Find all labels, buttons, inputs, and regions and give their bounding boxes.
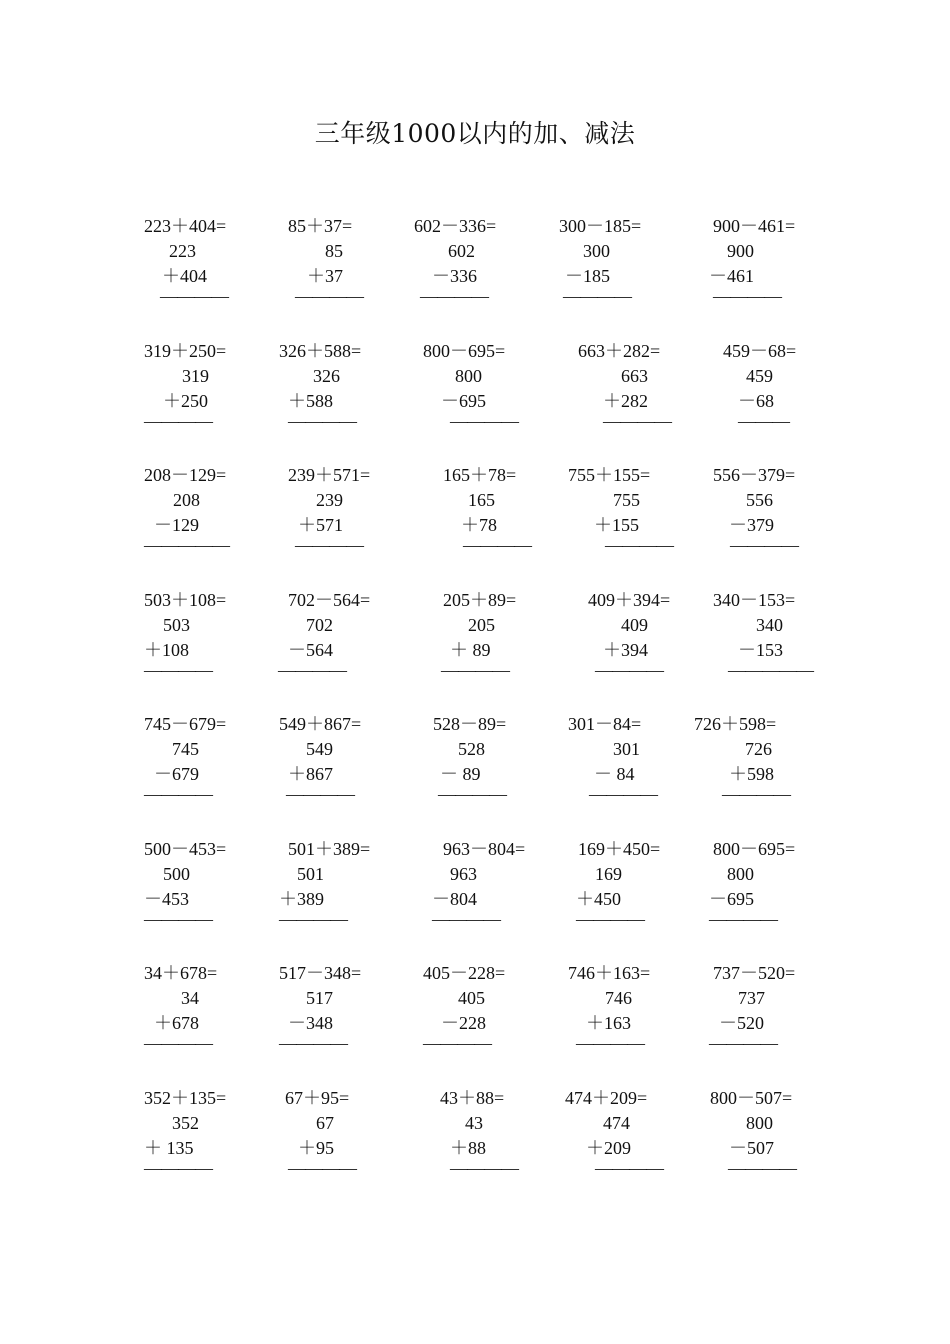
top-operand: 556 (746, 490, 773, 510)
equation-text: 517－348= (279, 963, 362, 983)
answer-line: ———— (709, 909, 777, 929)
bottom-operand: －520 (719, 1013, 764, 1033)
top-operand: 755 (613, 490, 640, 510)
top-operand: 501 (297, 864, 324, 884)
answer-line: ————— (144, 535, 229, 555)
top-operand: 169 (595, 864, 622, 884)
top-operand: 459 (746, 366, 773, 386)
answer-line: ———— (144, 660, 212, 680)
answer-line: ———— (563, 286, 631, 306)
answer-line: ———— (144, 909, 212, 929)
equation-text: 800－695= (713, 839, 796, 859)
equation-text: 755＋155= (568, 465, 651, 485)
bottom-operand: ＋250 (163, 391, 208, 411)
answer-line: ———— (144, 1158, 212, 1178)
top-operand: 726 (745, 739, 772, 759)
answer-line: ———— (576, 1033, 644, 1053)
bottom-operand: －185 (565, 266, 610, 286)
bottom-operand: －695 (441, 391, 486, 411)
bottom-operand: －507 (729, 1138, 774, 1158)
answer-line: ———— (144, 1033, 212, 1053)
bottom-operand: ＋678 (154, 1013, 199, 1033)
equation-text: 745－679= (144, 714, 227, 734)
top-operand: 67 (316, 1113, 334, 1133)
equation-text: 702－564= (288, 590, 371, 610)
bottom-operand: －153 (738, 640, 783, 660)
equation-text: 746＋163= (568, 963, 651, 983)
bottom-operand: ＋571 (298, 515, 343, 535)
equation-text: 556－379= (713, 465, 796, 485)
answer-line: ———— (295, 535, 363, 555)
answer-line: ———— (713, 286, 781, 306)
bottom-operand: ＋37 (307, 266, 343, 286)
top-operand: 474 (603, 1113, 630, 1133)
equation-text: 239＋571= (288, 465, 371, 485)
equation-text: 500－453= (144, 839, 227, 859)
answer-line: ——— (738, 411, 789, 431)
top-operand: 352 (172, 1113, 199, 1133)
equation-text: 549＋867= (279, 714, 362, 734)
answer-line: ———— (286, 784, 354, 804)
top-operand: 43 (465, 1113, 483, 1133)
bottom-operand: ＋95 (298, 1138, 334, 1158)
top-operand: 223 (169, 241, 196, 261)
bottom-operand: ＋404 (162, 266, 207, 286)
top-operand: 409 (621, 615, 648, 635)
equation-text: 208－129= (144, 465, 227, 485)
bottom-operand: －228 (441, 1013, 486, 1033)
answer-line: ———— (144, 411, 212, 431)
bottom-operand: －379 (729, 515, 774, 535)
equation-text: 963－804= (443, 839, 526, 859)
equation-text: 301－84= (568, 714, 642, 734)
bottom-operand: ＋163 (586, 1013, 631, 1033)
answer-line: ———— (595, 1158, 663, 1178)
equation-text: 223＋404= (144, 216, 227, 236)
top-operand: 602 (448, 241, 475, 261)
bottom-operand: － 84 (594, 764, 635, 784)
top-operand: 549 (306, 739, 333, 759)
top-operand: 963 (450, 864, 477, 884)
equation-text: 352＋135= (144, 1088, 227, 1108)
top-operand: 517 (306, 988, 333, 1008)
answer-line: ———— (722, 784, 790, 804)
equation-text: 165＋78= (443, 465, 517, 485)
bottom-operand: －679 (154, 764, 199, 784)
bottom-operand: ＋155 (594, 515, 639, 535)
equation-text: 340－153= (713, 590, 796, 610)
answer-line: ———— (576, 909, 644, 929)
top-operand: 900 (727, 241, 754, 261)
bottom-operand: ＋108 (144, 640, 189, 660)
bottom-operand: ＋588 (288, 391, 333, 411)
answer-line: ———— (288, 411, 356, 431)
answer-line: ————— (728, 660, 813, 680)
bottom-operand: －564 (288, 640, 333, 660)
top-operand: 663 (621, 366, 648, 386)
equation-text: 34＋678= (144, 963, 218, 983)
bottom-operand: －453 (144, 889, 189, 909)
bottom-operand: －68 (738, 391, 774, 411)
answer-line: ———— (438, 784, 506, 804)
equation-text: 501＋389= (288, 839, 371, 859)
bottom-operand: ＋389 (279, 889, 324, 909)
page-title: 三年级1000以内的加、减法 (314, 119, 636, 148)
bottom-operand: ＋ 135 (144, 1138, 194, 1158)
bottom-operand: －695 (709, 889, 754, 909)
equation-text: 726＋598= (694, 714, 777, 734)
top-operand: 745 (172, 739, 199, 759)
answer-line: ———— (441, 660, 509, 680)
equation-text: 800－507= (710, 1088, 793, 1108)
bottom-operand: ＋394 (603, 640, 648, 660)
equation-text: 300－185= (559, 216, 642, 236)
equation-text: 528－89= (433, 714, 507, 734)
answer-line: ———— (144, 784, 212, 804)
top-operand: 800 (727, 864, 754, 884)
answer-line: ———— (709, 1033, 777, 1053)
bottom-operand: ＋209 (586, 1138, 631, 1158)
answer-line: ———— (288, 1158, 356, 1178)
top-operand: 500 (163, 864, 190, 884)
answer-line: ———— (160, 286, 228, 306)
top-operand: 301 (613, 739, 640, 759)
top-operand: 319 (182, 366, 209, 386)
bottom-operand: －461 (709, 266, 754, 286)
top-operand: 746 (605, 988, 632, 1008)
equation-text: 169＋450= (578, 839, 661, 859)
answer-line: ———— (279, 1033, 347, 1053)
top-operand: 405 (458, 988, 485, 1008)
equation-text: 459－68= (723, 341, 797, 361)
bottom-operand: －129 (154, 515, 199, 535)
bottom-operand: ＋282 (603, 391, 648, 411)
answer-line: ———— (728, 1158, 796, 1178)
equation-text: 474＋209= (565, 1088, 648, 1108)
answer-line: ———— (423, 1033, 491, 1053)
top-operand: 340 (756, 615, 783, 635)
equation-text: 85＋37= (288, 216, 353, 236)
equation-text: 43＋88= (440, 1088, 505, 1108)
equation-text: 602－336= (414, 216, 497, 236)
top-operand: 165 (468, 490, 495, 510)
bottom-operand: ＋ 89 (450, 640, 491, 660)
top-operand: 800 (746, 1113, 773, 1133)
bottom-operand: ＋867 (288, 764, 333, 784)
top-operand: 205 (468, 615, 495, 635)
bottom-operand: ＋450 (576, 889, 621, 909)
bottom-operand: －348 (288, 1013, 333, 1033)
answer-line: ———— (450, 411, 518, 431)
answer-line: ———— (595, 660, 663, 680)
answer-line: ———— (730, 535, 798, 555)
top-operand: 503 (163, 615, 190, 635)
answer-line: ———— (605, 535, 673, 555)
top-operand: 300 (583, 241, 610, 261)
top-operand: 326 (313, 366, 340, 386)
answer-line: ———— (450, 1158, 518, 1178)
equation-text: 405－228= (423, 963, 506, 983)
top-operand: 800 (455, 366, 482, 386)
equation-text: 503＋108= (144, 590, 227, 610)
top-operand: 528 (458, 739, 485, 759)
answer-line: ———— (589, 784, 657, 804)
equation-text: 67＋95= (285, 1088, 350, 1108)
top-operand: 702 (306, 615, 333, 635)
equation-text: 900－461= (713, 216, 796, 236)
top-operand: 239 (316, 490, 343, 510)
answer-line: ———— (463, 535, 531, 555)
bottom-operand: －804 (432, 889, 477, 909)
equation-text: 205＋89= (443, 590, 517, 610)
equation-text: 800－695= (423, 341, 506, 361)
equation-text: 663＋282= (578, 341, 661, 361)
bottom-operand: ＋598 (729, 764, 774, 784)
bottom-operand: － 89 (440, 764, 481, 784)
equation-text: 326＋588= (279, 341, 362, 361)
top-operand: 85 (325, 241, 343, 261)
top-operand: 34 (181, 988, 199, 1008)
bottom-operand: －336 (432, 266, 477, 286)
top-operand: 737 (738, 988, 765, 1008)
answer-line: ———— (603, 411, 671, 431)
answer-line: ———— (420, 286, 488, 306)
answer-line: ———— (432, 909, 500, 929)
bottom-operand: ＋78 (461, 515, 497, 535)
equation-text: 319＋250= (144, 341, 227, 361)
answer-line: ———— (278, 660, 346, 680)
bottom-operand: ＋88 (450, 1138, 486, 1158)
answer-line: ———— (279, 909, 347, 929)
answer-line: ———— (295, 286, 363, 306)
equation-text: 409＋394= (588, 590, 671, 610)
top-operand: 208 (173, 490, 200, 510)
equation-text: 737－520= (713, 963, 796, 983)
